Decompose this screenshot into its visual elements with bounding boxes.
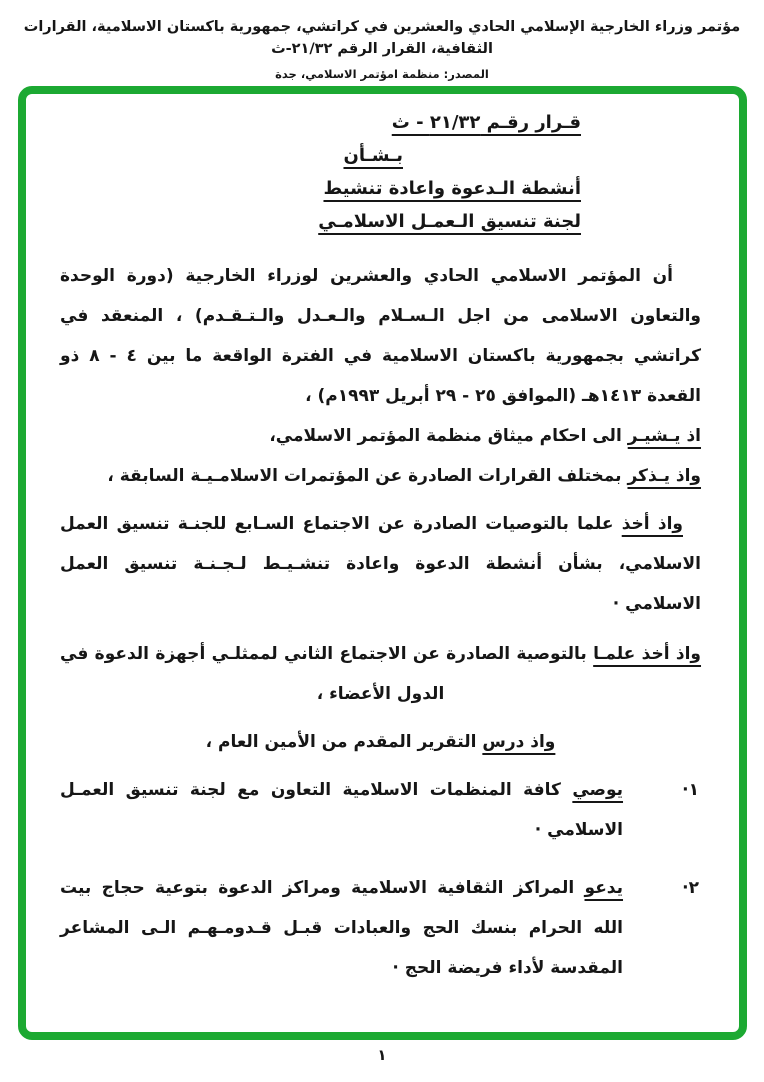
caption-source-line: مؤتمر وزراء الخارجية الإسلامي الحادي والعشرين في كراتشي، جمهورية باكستان الاسلامية، القرارات الثقافية، القرار الرقم ٢١/٣٢-ث [23,19,741,57]
operative-item-2 [60,868,701,988]
title-subject-line-1: أنشطة الـدعوة واعادة تنشيط [323,178,581,199]
opening-paragraph: أن المؤتمر الاسلامي الحادي والعشرين لوزراء الخارجية (دورة الوحدة والتعاون الاسلامى من اجل الـسـلام والـعـدل والـتـقـدم) ، المنعقد في كراتشي بجمهورية باكستان الاسلامية في الفترة الواقعة ما بين ٤ - ٨ ذو القعدة ١٤١٣هـ (الموافق ٢٥ - ٢٩ أبريل ١٩٩٣م) ، [60,266,701,406]
item-2-number: ·٢ [682,878,699,898]
caption-publisher-line: المصدر: منظمة امؤتمر الاسلامي، جدة [275,67,489,81]
preamble-clause-studied-report: واذ درس التقرير المقدم من الأمين العام ، [205,732,556,752]
item-2-text: يدعو المراكز الثقافية الاسلامية ومراكز الدعوة بتوعية حجاج بيت الله الحرام بنسك الحج والعبادات قبـل قـدومـهـم الـى المشاعر المقدسة لأداء فريضة الحج · [60,878,624,978]
title-regarding: بـشـأن [343,145,403,166]
title-subject-line-2: لجنة تنسيق الـعمـل الاسلامـي [318,211,581,232]
preamble-clause-noting-recommendations: واذ أخذ علما بالتوصيات الصادرة عن الاجتماع السـابع للجنـة تنسيق العمل الاسلامي، بشأن أنشطة الدعوة واعادة تنشـيـط لـجـنـة تنسيق العمل الاسلامي · [60,514,701,614]
preamble-clause-reminds: واذ يـذكر بمختلف القرارات الصادرة عن المؤتمرات الاسلامـيـة السابقة ، [107,466,701,486]
preamble-clause-recalls: اذ يـشيـر الى احكام ميثاق منظمة المؤتمر الاسلامي، [269,426,701,446]
page-number: ١ [377,1046,387,1064]
operative-item-1 [60,770,701,850]
item-1-text: يوصي كافة المنظمات الاسلامية التعاون مع لجنة تنسيق العمـل الاسلامي · [60,780,624,840]
title-resolution-number: قـرار رقـم ٢١/٣٢ - ث [391,112,581,133]
resolution-title [60,106,581,238]
green-border-frame [18,86,747,1040]
document-caption [0,16,764,81]
resolution-body [26,94,739,988]
preamble-clause-noting-recommendation: واذ أخذ علمـا بالتوصية الصادرة عن الاجتماع الثاني لممثلـي أجهزة الدعوة في الدول الأعضاء ، [60,644,702,704]
item-1-number: ·١ [682,780,699,800]
